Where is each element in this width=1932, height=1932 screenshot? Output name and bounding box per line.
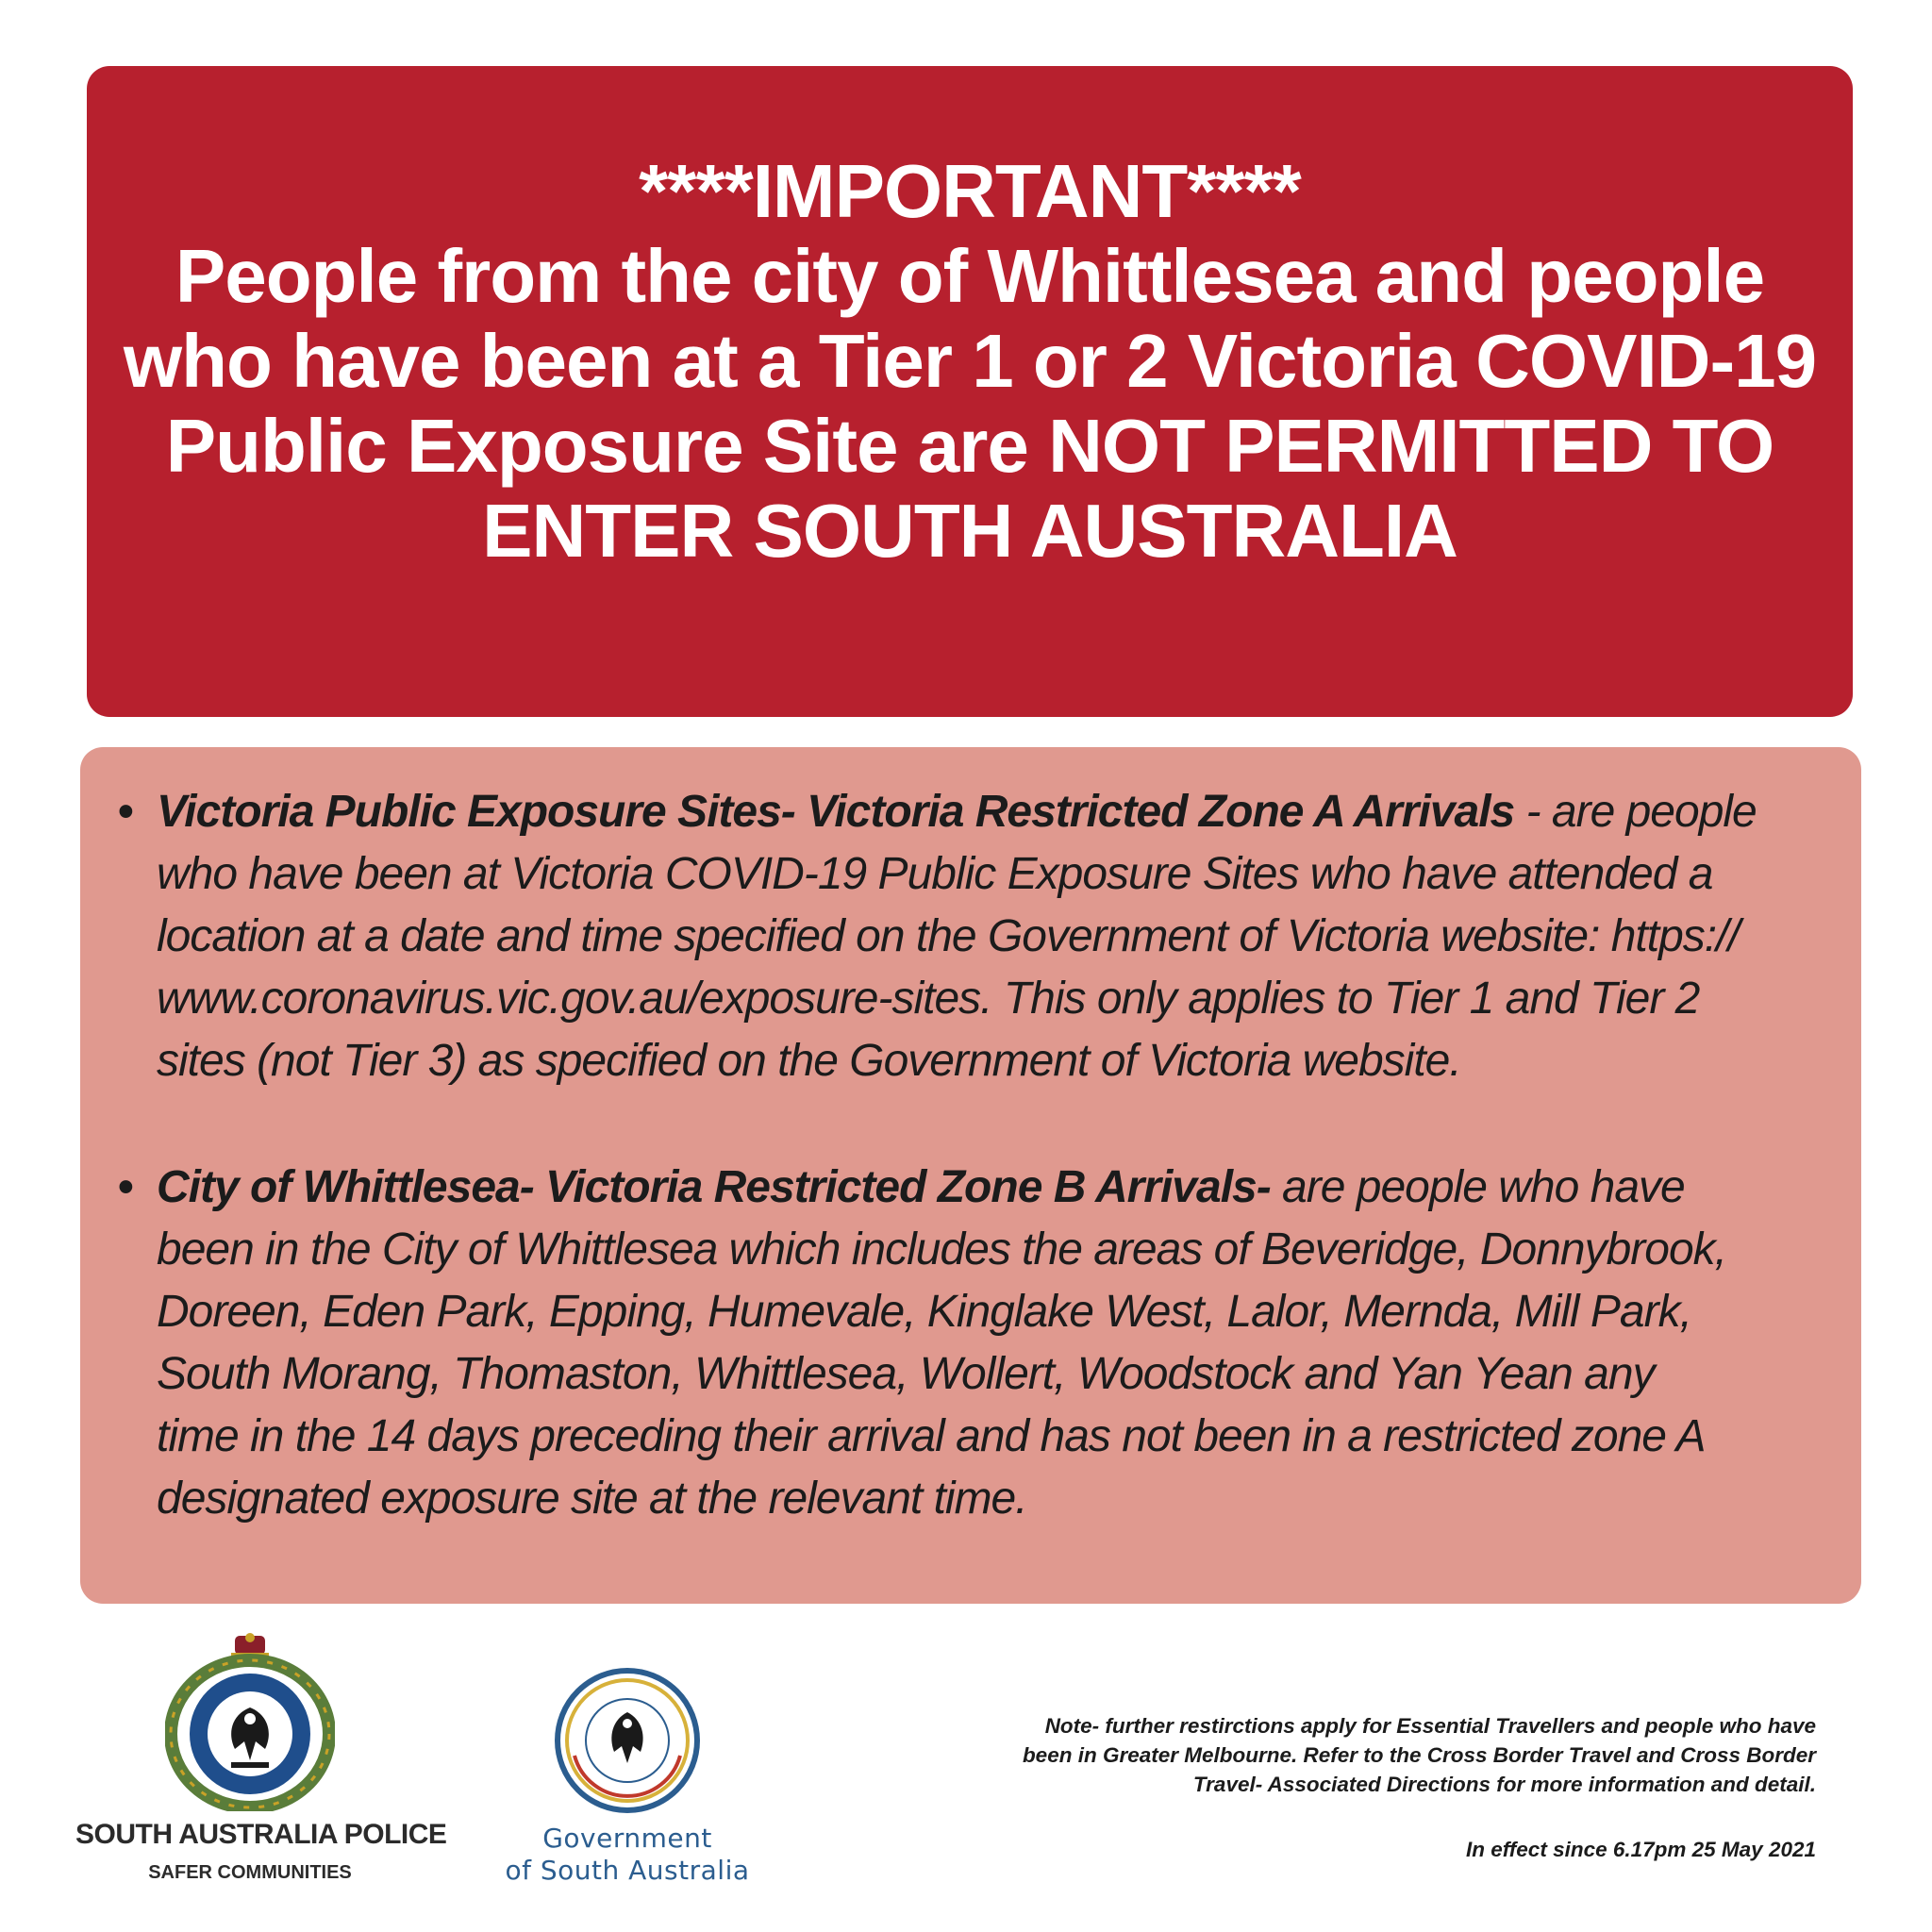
government-sa-logo <box>476 1665 778 1910</box>
bullet-text <box>157 1157 1824 1530</box>
bullet-first-line <box>157 781 1824 843</box>
bullet-first-line <box>157 1157 1824 1219</box>
bullet-line: time in the 14 days preceding their arrival and has not been in a restricted zone A <box>157 1411 1706 1461</box>
bullet-line: been in the City of Whittlesea which includes the areas of Beveridge, Donnybrook, <box>157 1224 1726 1274</box>
note-line: Note- further restirctions apply for Essential Travellers and people who have <box>1044 1714 1816 1738</box>
list-item <box>118 781 1824 1092</box>
police-tagline: SAFER COMMUNITIES <box>148 1862 352 1883</box>
gov-name <box>476 1823 778 1887</box>
bullet-icon: • <box>118 1162 134 1212</box>
bullet-line: www.coronavirus.vic.gov.au/exposure-sites. This only applies to Tier 1 and Tier 2 <box>157 974 1700 1024</box>
bullet-line: designated exposure site at the relevant time. <box>157 1474 1027 1524</box>
gov-name-line: Government <box>542 1823 712 1854</box>
bullet-line: location at a date and time specified on the Government of Victoria website: https:// <box>157 911 1740 961</box>
alert-text-line: who have been at a Tier 1 or 2 Victoria COVID-19 <box>123 319 1817 403</box>
alert-text-line: ENTER SOUTH AUSTRALIA <box>482 489 1457 573</box>
note-line: been in Greater Melbourne. Refer to the Cross Border Travel and Cross Border <box>1022 1743 1816 1767</box>
alert-heading: ****IMPORTANT**** <box>639 149 1301 233</box>
bullet-title: City of Whittlesea- Victoria Restricted Zone B Arrivals- <box>157 1162 1271 1212</box>
effective-date: In effect since 6.17pm 25 May 2021 <box>1465 1838 1816 1861</box>
bullet-icon: • <box>118 787 134 837</box>
footer-note <box>967 1711 1816 1799</box>
bullet-line: Doreen, Eden Park, Epping, Humevale, Kinglake West, Lalor, Mernda, Mill Park, <box>157 1287 1691 1337</box>
gov-name-line: of South Australia <box>505 1855 750 1886</box>
note-line: Travel- Associated Directions for more information and detail. <box>1192 1773 1816 1796</box>
alert-text-line: People from the city of Whittlesea and people <box>175 234 1765 318</box>
bullet-line: who have been at Victoria COVID-19 Public Exposure Sites who have attended a <box>157 849 1713 899</box>
gov-seal-icon <box>552 1665 703 1816</box>
list-item <box>118 1157 1824 1530</box>
bullet-title: Victoria Public Exposure Sites- Victoria Restricted Zone A Arrivals <box>157 787 1515 837</box>
sa-police-logo <box>75 1632 447 1915</box>
bullet-first-rest: - are people <box>1514 787 1757 837</box>
alert-banner <box>87 66 1853 717</box>
police-name: SOUTH AUSTRALIA POLICE <box>75 1819 447 1850</box>
bullet-text <box>157 781 1824 1092</box>
police-badge-icon <box>165 1632 335 1811</box>
bullet-first-rest: are people who have <box>1270 1162 1685 1212</box>
bullet-line: sites (not Tier 3) as specified on the Government of Victoria website. <box>157 1036 1461 1086</box>
alert-text-line: Public Exposure Site are NOT PERMITTED TO <box>165 404 1774 488</box>
bullet-line: South Morang, Thomaston, Whittlesea, Wollert, Woodstock and Yan Yean any <box>157 1349 1655 1399</box>
details-panel <box>80 747 1861 1604</box>
